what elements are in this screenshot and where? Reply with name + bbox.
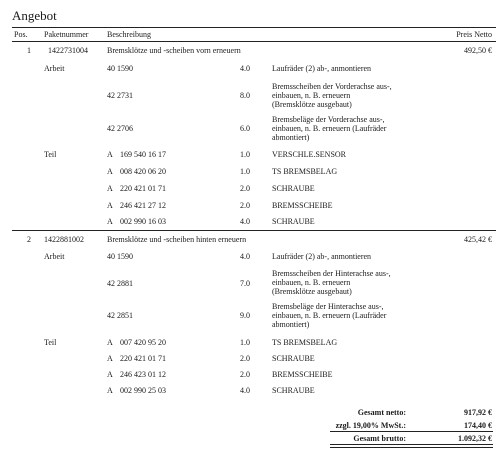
- position-number: 2: [27, 235, 31, 244]
- header-paketnummer: Paketnummer: [44, 30, 89, 39]
- arbeit-menge: 9.0: [240, 311, 250, 320]
- position-beschreibung: Bremsklötze und -scheiben hinten erneuern: [107, 235, 247, 244]
- position-preis: 492,50 €: [464, 46, 492, 55]
- position-number: 1: [27, 46, 31, 55]
- teil-menge: 1.0: [240, 338, 250, 347]
- teil-prefix: A: [107, 150, 113, 159]
- teil-label: Teil: [44, 150, 57, 159]
- teil-text: SCHRAUBE: [272, 354, 315, 363]
- arbeit-text: Bremsbeläge der Hinterachse aus-, einbauen, n. B. erneuern (Laufräder abmontiert): [272, 302, 387, 329]
- teil-text: TS BREMSBELAG: [272, 167, 338, 176]
- arbeit-code: 42 2731: [107, 91, 133, 100]
- totals-rule: [330, 431, 493, 432]
- arbeit-menge: 8.0: [240, 91, 250, 100]
- arbeit-label: Arbeit: [44, 252, 65, 261]
- teil-menge: 1.0: [240, 150, 250, 159]
- arbeit-menge: 4.0: [240, 64, 250, 73]
- total-brutto-label: Gesamt brutto:: [353, 434, 406, 443]
- teil-text: TS BREMSBELAG: [272, 338, 338, 347]
- teil-menge: 1.0: [240, 167, 250, 176]
- teil-nummer: 002 990 25 03: [120, 386, 166, 395]
- teil-menge: 2.0: [240, 370, 250, 379]
- teil-menge: 4.0: [240, 217, 250, 226]
- arbeit-text: Bremsscheiben der Vorderachse aus-, einbauen, n. B. erneuern (Bremsklötze ausgebaut): [272, 82, 392, 109]
- document-title: Angebot: [12, 8, 57, 23]
- teil-prefix: A: [107, 167, 113, 176]
- arbeit-code: 42 2706: [107, 124, 133, 133]
- arbeit-text: Bremsscheiben der Hinterachse aus-, einbauen, n. B. erneuern (Bremsklötze ausgebaut): [272, 269, 391, 296]
- teil-prefix: A: [107, 217, 113, 226]
- position-beschreibung: Bremsklötze und -scheiben vorn erneuern: [107, 46, 241, 55]
- arbeit-code: 40 1590: [107, 64, 133, 73]
- teil-nummer: 246 421 27 12: [120, 201, 166, 210]
- teil-nummer: 002 990 16 03: [120, 217, 166, 226]
- total-brutto-value: 1.092,32 €: [458, 434, 492, 443]
- teil-nummer: 220 421 01 71: [120, 354, 166, 363]
- arbeit-text: Laufräder (2) ab-, anmontieren: [272, 252, 372, 261]
- totals-double-rule: [330, 444, 493, 448]
- teil-nummer: 220 421 01 71: [120, 184, 166, 193]
- position-paketnummer: 1422731004: [48, 46, 88, 55]
- arbeit-text: Laufräder (2) ab-, anmontieren: [272, 64, 372, 73]
- position-paketnummer: 1422881002: [44, 235, 84, 244]
- header-beschreibung: Beschreibung: [107, 30, 151, 39]
- teil-prefix: A: [107, 201, 113, 210]
- header-pos: Pos.: [14, 30, 28, 39]
- teil-text: SCHRAUBE: [272, 386, 315, 395]
- teil-nummer: 008 420 06 20: [120, 167, 166, 176]
- teil-menge: 2.0: [240, 184, 250, 193]
- teil-nummer: 007 420 95 20: [120, 338, 166, 347]
- arbeit-code: 42 2851: [107, 311, 133, 320]
- header-preis-netto: Preis Netto: [456, 30, 492, 39]
- total-netto-label: Gesamt netto:: [357, 408, 406, 417]
- teil-nummer: 246 423 01 12: [120, 370, 166, 379]
- arbeit-code: 40 1590: [107, 252, 133, 261]
- arbeit-menge: 7.0: [240, 279, 250, 288]
- position-preis: 425,42 €: [464, 235, 492, 244]
- teil-nummer: 169 540 16 17: [120, 150, 166, 159]
- arbeit-text: Bremsbeläge der Vorderachse aus-, einbauen, n. B. erneuern (Laufräder abmontiert): [272, 115, 387, 142]
- teil-menge: 4.0: [240, 386, 250, 395]
- teil-prefix: A: [107, 184, 113, 193]
- arbeit-code: 42 2881: [107, 279, 133, 288]
- header-rule-top: [12, 27, 496, 28]
- teil-prefix: A: [107, 338, 113, 347]
- teil-text: SCHRAUBE: [272, 184, 315, 193]
- teil-prefix: A: [107, 354, 113, 363]
- teil-menge: 2.0: [240, 354, 250, 363]
- position-separator: [12, 230, 496, 231]
- arbeit-menge: 4.0: [240, 252, 250, 261]
- teil-label: Teil: [44, 338, 57, 347]
- teil-text: VERSCHLE.SENSOR: [272, 150, 347, 159]
- arbeit-menge: 6.0: [240, 124, 250, 133]
- teil-text: SCHRAUBE: [272, 217, 315, 226]
- header-rule-bottom: [12, 41, 496, 42]
- teil-prefix: A: [107, 386, 113, 395]
- teil-menge: 2.0: [240, 201, 250, 210]
- teil-prefix: A: [107, 370, 113, 379]
- total-netto-value: 917,92 €: [464, 408, 492, 417]
- teil-text: BREMSSCHEIBE: [272, 370, 333, 379]
- teil-text: BREMSSCHEIBE: [272, 201, 333, 210]
- arbeit-label: Arbeit: [44, 64, 65, 73]
- total-mwst-label: zzgl. 19,00% MwSt.:: [335, 421, 406, 430]
- total-mwst-value: 174,40 €: [464, 421, 492, 430]
